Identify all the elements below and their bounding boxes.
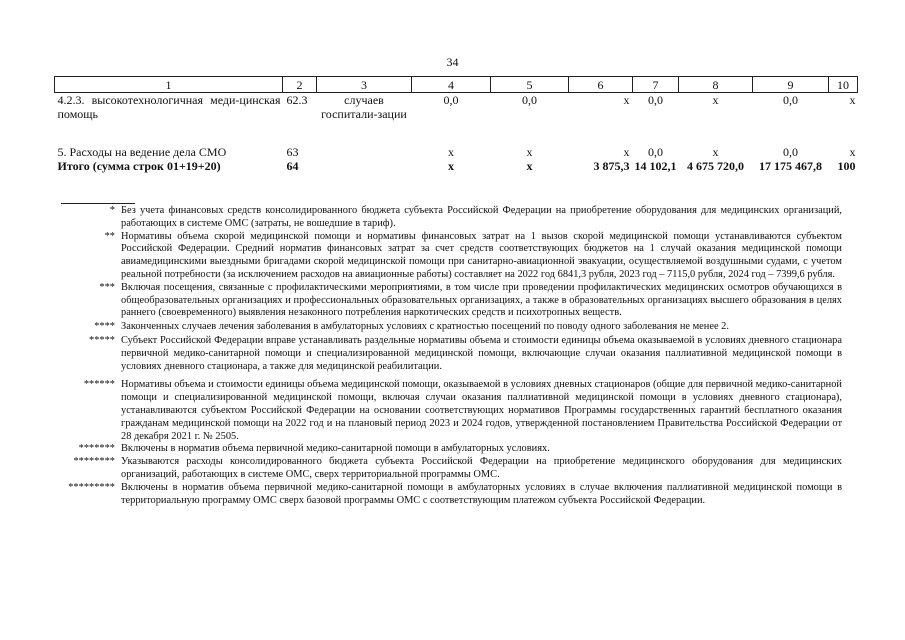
table-cell: 0,0 (783, 93, 798, 107)
table-cell: случаев госпитали-зации (321, 93, 407, 121)
footnote-text: Включая посещения, связанные с профилактическими мероприятиями, в том числе при проведении профилактических медицинских осмотров обучающихся в общеобразовательных организациях и профессиональных образовательных организациях, а также в образовательных организациях высшего образования в целях раннего (своевременного) выявления незаконного потребления наркотических средств и психотропных веществ. (121, 281, 842, 319)
column-header: 6 (569, 77, 633, 93)
table-cell: х (712, 145, 719, 159)
footnote-text: Субъект Российской Федерации вправе устанавливать раздельные нормативы объема и стоимости единицы объема оказываемой в условиях дневного стационара первичной медико-санитарной помощи и специализированной медицинской помощи, включающие случаи оказания паллиативной медицинской помощи в условиях дневного стационара, а также для медицинской реабилитации. (121, 334, 842, 372)
footnote (54, 379, 842, 443)
table-cell: х (849, 145, 856, 159)
footnote-marker: ******** (73, 456, 115, 468)
table-cell: х (712, 93, 719, 107)
table-cell: 14 102,1 (634, 159, 677, 173)
table-header-row (55, 77, 858, 93)
footnote-marker: * (109, 205, 115, 216)
column-header: 9 (753, 77, 829, 93)
table-cell: 63 (286, 145, 299, 159)
table-cell (317, 145, 412, 159)
table-cell: 4.2.3. высокотехнологичная меди-цинская помощь (57, 93, 281, 121)
table-row-total (55, 159, 858, 173)
table-cell: 0,0 (443, 93, 459, 107)
column-header: 7 (633, 77, 679, 93)
data-table (54, 76, 858, 173)
footnote-text: Включены в норматив объема первичной медико-санитарной помощи в амбулаторных условиях. (121, 443, 550, 455)
column-header: 1 (55, 77, 283, 93)
column-header: 2 (283, 77, 317, 93)
footnote (54, 482, 842, 508)
column-header: 4 (412, 77, 491, 93)
table-cell: 0,0 (783, 145, 798, 159)
table-cell: 3 875,3 (593, 159, 630, 173)
footnote (54, 443, 842, 456)
table-cell (317, 159, 412, 173)
column-header: 3 (317, 77, 412, 93)
footnote-separator (61, 203, 135, 204)
table-cell: 62.3 (286, 93, 308, 107)
table-cell: 0,0 (522, 93, 537, 107)
footnote-marker: ***** (89, 334, 115, 346)
table-row (55, 145, 858, 159)
footnote-text: Включены в норматив объема первичной медико-санитарной помощи в амбулаторных условиях в случае включения паллиативной медицинской помощи в территориальную программу ОМС сверх базовой программы ОМС с соответствующим платежом субъекта Российской Федерации. (121, 481, 842, 506)
table-cell: 0,0 (648, 145, 663, 159)
table-cell: 64 (286, 159, 299, 173)
page-number: 34 (446, 55, 459, 69)
footnote (54, 205, 842, 231)
footnote-marker: ** (104, 230, 115, 242)
footnote-marker: ******* (78, 443, 115, 455)
table-cell: х (623, 93, 630, 107)
table-cell: 0,0 (648, 93, 663, 107)
column-header: 5 (491, 77, 569, 93)
table-cell: 5. Расходы на ведение дела СМО (57, 145, 227, 159)
footnote-marker: *** (99, 281, 115, 293)
table-cell: х (448, 159, 454, 173)
table-row (55, 93, 858, 146)
footnote-marker: ****** (83, 379, 115, 391)
table-cell: х (526, 159, 533, 173)
footnote-text: Нормативы объема скорой медицинской помощи и нормативы финансовых затрат на 1 вызов скорой медицинской помощи устанавливаются субъектом Российской Федерации. Средний норматив финансовых затрат за счет средств соответствующих бюджетов на 1 случай оказания медицинской помощи авиамедицинскими выездными бригадами скорой медицинской помощи при санитарно-авиационной эвакуации, осуществляемой воздушными судами, с учетом реальной потребности (за исключением расходов на авиационные работы) составляет на 2022 год 6841,3 рубля, 2023 год – 7115,0 рубля, 2024 год – 7399,6 рубля. (121, 230, 842, 280)
column-header: 10 (829, 77, 858, 93)
column-header: 8 (679, 77, 753, 93)
footnote (54, 282, 842, 320)
table-cell: Итого (сумма строк 01+19+20) (57, 159, 221, 173)
footnotes (54, 205, 842, 507)
table-cell: 100 (837, 159, 856, 173)
table-cell: х (448, 145, 454, 159)
footnote (54, 231, 842, 282)
footnote (54, 335, 842, 373)
table-cell: х (623, 145, 630, 159)
footnote-marker: **** (94, 321, 115, 333)
table-cell: 4 675 720,0 (687, 159, 744, 173)
footnote (54, 321, 842, 334)
footnote-marker: ********* (68, 481, 115, 493)
footnote-text: Без учета финансовых средств консолидированного бюджета субъекта Российской Федерации на приобретение оборудования для медицинских организаций, работающих в системе ОМС (затраты, не вошедшие в тариф). (121, 205, 842, 229)
footnote-text: Нормативы объема и стоимости единицы объема медицинской помощи, оказываемой в условиях дневных стационаров (общие для первичной медико-санитарной помощи и специализированной медицинской помощи, включая случаи оказания паллиативной медицинской помощи в условиях дневного стационара), устанавливаются субъектом Российской Федерации на основании соответствующих нормативов Программы государственных гарантий бесплатного оказания гражданам медицинской помощи на 2022 год и на плановый период 2023 и 2024 годов, утвержденной постановлением Правительства Российской Федерации от 28 декабря 2021 г. № 2505. (121, 379, 842, 442)
footnote (54, 456, 842, 482)
footnote-text: Законченных случаев лечения заболевания в амбулаторных условиях с кратностью посещений по поводу одного заболевания не менее 2. (121, 321, 729, 333)
footnote-text: Указываются расходы консолидированного бюджета субъекта Российской Федерации на приобретение медицинского оборудования для медицинских организаций, работающих в системе ОМС, сверх территориальной программы ОМС. (121, 456, 842, 480)
table-cell: х (849, 93, 856, 107)
table-cell: х (526, 145, 533, 159)
table-cell: 17 175 467,8 (759, 159, 822, 173)
